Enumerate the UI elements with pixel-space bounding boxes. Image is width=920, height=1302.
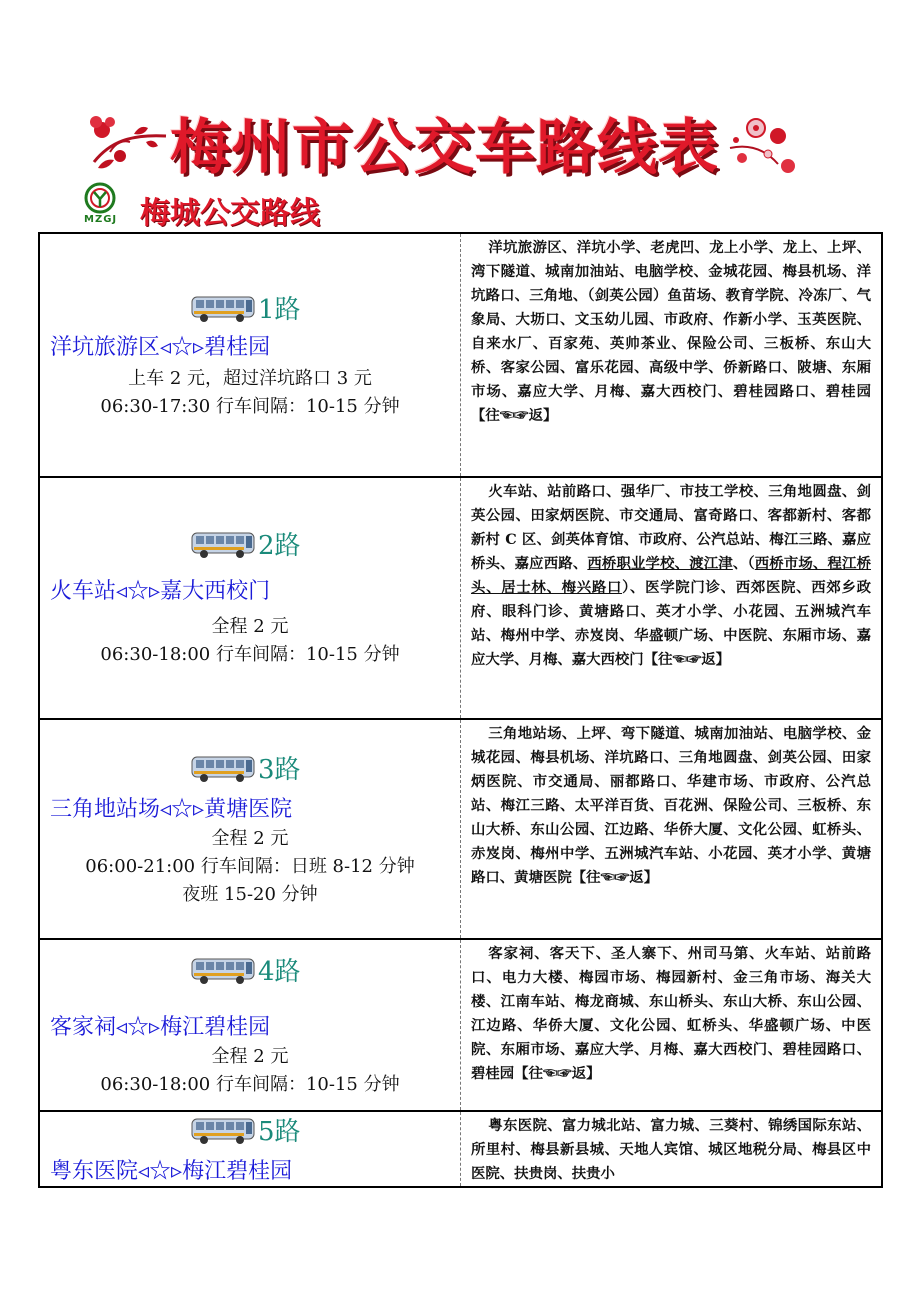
route-info xyxy=(40,1112,460,1186)
route-info xyxy=(40,234,460,476)
stops-text: 火车站、站前路口、强华厂、市技工学校、三角地圆盘、剑英公园、田家炳医院、市交通局、富奇路口、客都新村、客都新村 C 区、剑英体育馆、市政府、公汽总站、梅江三路、嘉应桥头、嘉应西路、 xyxy=(471,483,871,572)
route-header xyxy=(190,1116,301,1146)
floral-left-icon xyxy=(90,112,168,174)
route-info xyxy=(40,720,460,938)
route-endpoints: 火车站◃☆▹嘉大西校门 xyxy=(50,579,271,604)
route-stops: 洋坑旅游区、洋坑小学、老虎凹、龙上小学、龙上、上坪、湾下隧道、城南加油站、电脑学校、金城花园、梅县机场、洋坑路口、三角地、（剑英公园）鱼苗场、教育学院、冷冻厂、气象局、大坜口、文玉幼儿园、市政府、作新小学、玉英医院、自来水厂、百家苑、英帅茶业、保险公司、三板桥、东山大桥、客家公园、富乐花园、高级中学、侨新路口、陂塘、东厢市场、嘉应大学、月梅、嘉大西校门、碧桂园路口、碧桂园【往☜☞返】 xyxy=(460,234,881,476)
route-row-5 xyxy=(40,1110,881,1186)
bus-icon xyxy=(190,294,256,324)
bus-icon xyxy=(190,1116,256,1146)
page-title: 梅州市公交车路线表 xyxy=(170,113,719,183)
route-schedule: 06:00-21:00 行车间隔：日班 8-12 分钟 xyxy=(85,856,415,877)
route-row-2 xyxy=(40,476,881,718)
route-number: 4路 xyxy=(258,957,301,987)
route-table xyxy=(38,232,883,1188)
route-fare: 全程 2 元 xyxy=(211,828,289,849)
route-info xyxy=(40,940,460,1110)
logo-text: MZGJ xyxy=(84,214,118,225)
route-header xyxy=(190,956,301,986)
route-endpoints: 粤东医院◃☆▹梅江碧桂园 xyxy=(50,1159,293,1184)
route-endpoints: 客家祠◃☆▹梅江碧桂园 xyxy=(50,1015,271,1040)
route-number: 2路 xyxy=(258,531,301,561)
route-stops: 粤东医院、富力城北站、富力城、三葵村、锦绣国际东站、所里村、梅县新县城、天地人宾馆、城区地税分局、梅县区中医院、扶贵岗、扶贵小 xyxy=(460,1112,881,1186)
route-info xyxy=(40,478,460,718)
route-endpoints: 三角地站场◃☆▹黄塘医院 xyxy=(50,797,293,822)
stops-underlined: 西桥市场、程江桥头、居士林、梅兴路口 xyxy=(471,555,871,596)
route-schedule: 06:30-18:00 行车间隔：10-15 分钟 xyxy=(100,1074,400,1095)
route-row-1 xyxy=(40,234,881,476)
mzgj-logo-icon xyxy=(82,182,118,214)
route-row-3 xyxy=(40,718,881,938)
route-schedule: 06:30-18:00 行车间隔：10-15 分钟 xyxy=(100,644,400,665)
bus-icon xyxy=(190,530,256,560)
route-number: 1路 xyxy=(258,295,301,325)
route-stops xyxy=(460,478,881,718)
route-night-schedule: 夜班 15-20 分钟 xyxy=(182,884,318,905)
section-subtitle: 梅城公交路线 xyxy=(140,196,320,231)
route-header xyxy=(190,294,301,324)
route-endpoints: 洋坑旅游区◃☆▹碧桂园 xyxy=(50,335,271,360)
route-header xyxy=(190,530,301,560)
route-fare: 全程 2 元 xyxy=(211,1046,289,1067)
stops-text: 、（ xyxy=(732,555,755,572)
route-stops: 客家祠、客天下、圣人寨下、州司马第、火车站、站前路口、电力大楼、梅园市场、梅园新村、金三角市场、海关大楼、江南车站、梅龙商城、东山桥头、东山大桥、东山公园、江边路、华侨大厦、文化公园、虹桥头、华盛顿广场、中医院、东厢市场、嘉应大学、月梅、嘉大西校门、碧桂园路口、碧桂园【往☜☞返】 xyxy=(460,940,881,1110)
bus-icon xyxy=(190,956,256,986)
route-stops: 三角地站场、上坪、弯下隧道、城南加油站、电脑学校、金城花园、梅县机场、洋坑路口、三角地圆盘、剑英公园、田家炳医院、市交通局、丽都路口、华建市场、市政府、公汽总站、梅江三路、太平洋百货、百花洲、保险公司、三板桥、东山大桥、东山公园、江边路、华侨大厦、文化公园、虹桥头、赤岌岗、梅州中学、五洲城汽车站、小花园、英才小学、黄塘路口、黄塘医院【往☜☞返】 xyxy=(460,720,881,938)
route-number: 3路 xyxy=(258,755,301,785)
route-fare: 全程 2 元 xyxy=(211,616,289,637)
page-header xyxy=(0,0,920,232)
route-row-4 xyxy=(40,938,881,1110)
stops-underlined: 西桥职业学校、渡江津 xyxy=(587,555,733,572)
route-fare: 上车 2 元，超过洋坑路口 3 元 xyxy=(128,368,372,389)
bus-icon xyxy=(190,754,256,784)
route-number: 5路 xyxy=(258,1117,301,1147)
floral-right-icon xyxy=(728,114,798,176)
route-header xyxy=(190,754,301,784)
stops-text: ）、医学院门诊、西郊医院、西郊乡政府、眼科门诊、黄塘路口、英才小学、小花园、五洲城汽车站、梅州中学、赤岌岗、华盛顿广场、中医院、东厢市场、嘉应大学、月梅、嘉大西校门【往☜☞返】 xyxy=(471,579,871,668)
route-schedule: 06:30-17:30 行车间隔：10-15 分钟 xyxy=(100,396,400,417)
